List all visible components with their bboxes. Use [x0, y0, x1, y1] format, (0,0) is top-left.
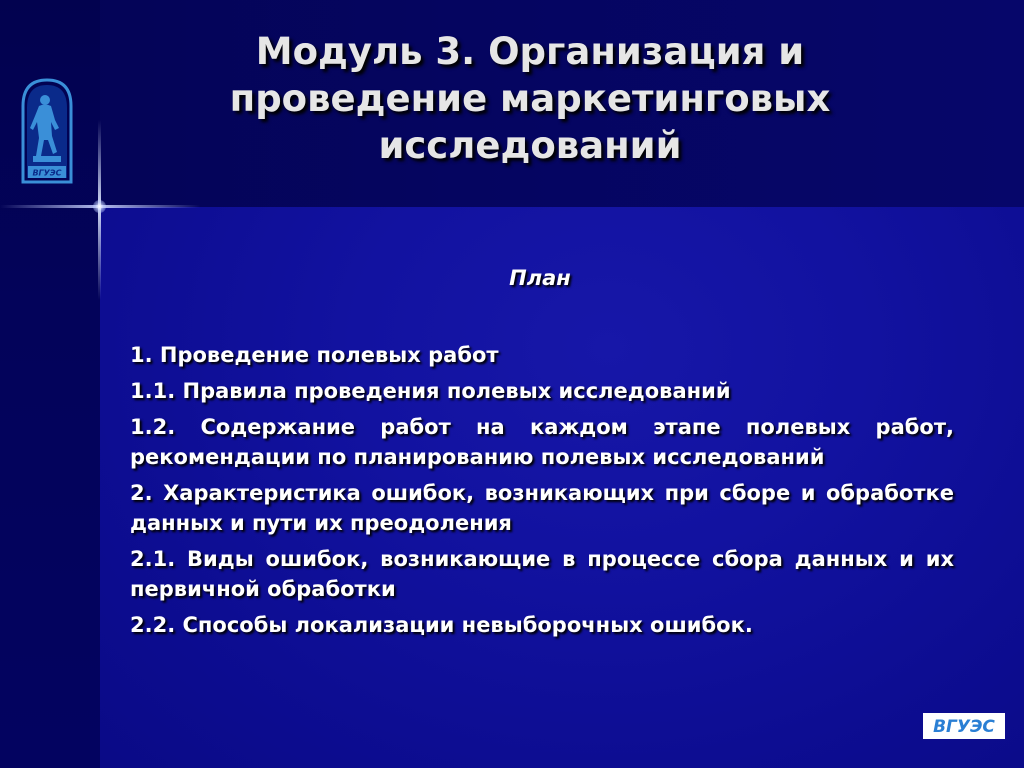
plan-heading: План: [509, 266, 571, 290]
plan-list: [130, 340, 954, 646]
plan-item-1: 1. Проведение полевых работ: [130, 343, 499, 367]
plan-item-1-1: 1.1. Правила проведения полевых исследований: [130, 379, 731, 403]
university-wordmark-logo: [923, 713, 1005, 739]
plan-item-2-1: 2.1. Виды ошибок, возникающие в процессе сбора данных и их первичной обработки: [130, 547, 954, 601]
plan-item-2-2: 2.2. Способы локализации невыборочных ошибок.: [130, 613, 753, 637]
plan-item-2: 2. Характеристика ошибок, возникающих при сборе и обработке данных и пути их преодоления: [130, 481, 954, 535]
plan-item-1-2: 1.2. Содержание работ на каждом этапе полевых работ, рекомендации по планированию полевых исследований: [130, 415, 954, 469]
sparkle-icon: [93, 200, 106, 213]
university-emblem-logo: [19, 76, 75, 186]
logo-bottom-text: ВГУЭС: [933, 717, 995, 737]
slide-title: Модуль 3. Организация и проведение маркетинговых исследований: [229, 30, 831, 167]
logo-top-text: ВГУЭС: [32, 168, 62, 178]
